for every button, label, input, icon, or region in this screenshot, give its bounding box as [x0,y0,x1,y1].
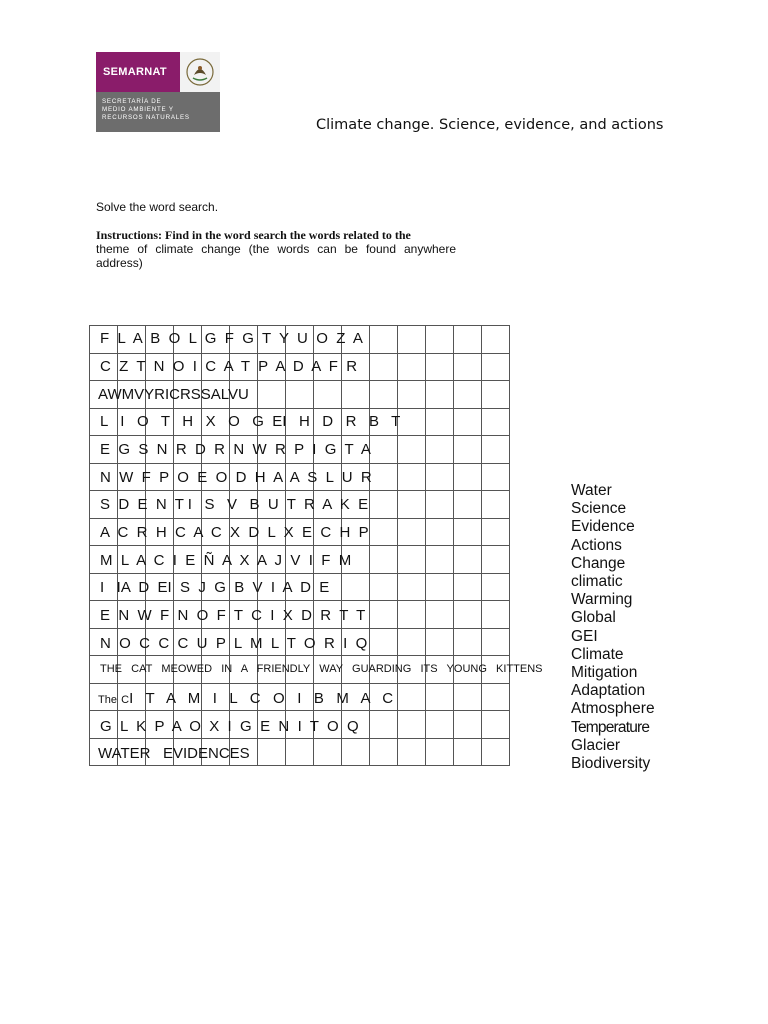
word-list [571,482,655,773]
grid-row: A C R H C A C X D L X E C H P [100,524,369,541]
grid-cell [482,738,510,766]
document-title: Climate change. Science, evidence, and actions [316,117,664,133]
word-list-item: Mitigation [571,664,638,682]
grid-cell [398,381,426,409]
grid-cell [370,546,398,574]
grid-cell [454,408,482,436]
grid-cell [454,546,482,574]
grid-cell [482,546,510,574]
grid-row: THE CAT MEOWED IN A FRIENDLY WAY GUARDING ITS YOUNG KITTENS [100,663,543,675]
grid-row: WATER EVIDENCES [98,745,250,762]
grid-cell [426,463,454,491]
grid-cell [398,573,426,601]
grid-cell [426,408,454,436]
grid-cell [454,711,482,739]
instructions-head: Instructions: Find in the word search the words related to the [96,228,411,242]
word-list-item: Actions [571,536,622,554]
grid-cell [482,463,510,491]
word-list-item: Change [571,554,626,572]
grid-cell [482,628,510,656]
grid-cell [454,573,482,601]
grid-row-prefix-a: The [98,694,117,706]
word-list-item: Warming [571,591,633,609]
grid-cell [454,601,482,629]
grid-cell [454,628,482,656]
word-list-item: Adaptation [571,682,646,700]
grid-cell [426,573,454,601]
logo-top-band [96,52,220,92]
grid-row: N O C C C U P L M L T O R I Q [100,635,368,652]
grid-row: M L A C I E Ñ A X A J V I F M [100,552,352,569]
word-list-item: climatic [571,573,623,591]
grid-cell [426,436,454,464]
word-list-item: Temperature [571,718,650,736]
grid-cell [370,353,398,381]
grid-row-14 [98,691,393,708]
grid-cell [258,381,286,409]
grid-cell [426,518,454,546]
grid-cell [342,573,370,601]
instructions-body: theme of climate change (the words can be found anywhere address) [96,242,456,270]
grid-cell [426,601,454,629]
grid-cell [370,738,398,766]
grid-cell [454,518,482,546]
grid-row: L I O T H X O G EI H D R B T [100,413,401,430]
grid-cell [370,711,398,739]
grid-cell [398,683,426,711]
grid-cell [426,353,454,381]
logo-line-2: MEDIO AMBIENTE Y [102,106,174,113]
grid-row: N W F P O E O D H A A S L U R [100,469,372,486]
logo-brand-text: SEMARNAT [96,52,180,92]
grid-cell [482,601,510,629]
grid-cell [370,326,398,354]
word-list-item: Biodiversity [571,755,651,773]
word-list-item: GEI [571,627,598,645]
grid-cell [454,463,482,491]
grid-row: E N W F N O F T C I X D R T T [100,607,366,624]
word-list-item: Global [571,609,616,627]
grid-cell [398,738,426,766]
grid-cell [426,326,454,354]
grid-row: S D E N T I S V B U T R A K E [100,496,369,513]
grid-cell [286,381,314,409]
grid-row: AWMVYRICRSSALVU [98,386,249,403]
grid-cell [398,326,426,354]
word-list-item: Water [571,482,612,499]
logo-subtitle [96,92,220,132]
grid-cell [426,711,454,739]
grid-cell [482,436,510,464]
word-list-item: Evidence [571,518,635,536]
grid-cell [482,408,510,436]
grid-cell [454,381,482,409]
grid-cell [370,573,398,601]
grid-cell [482,711,510,739]
grid-row: C Z T N O I C A T P A D A F R [100,358,358,375]
grid-cell [454,326,482,354]
grid-cell [398,628,426,656]
semarnat-logo [96,52,220,132]
grid-cell [398,408,426,436]
grid-cell [398,491,426,519]
logo-line-3: RECURSOS NATURALES [102,114,190,121]
grid-cell [398,711,426,739]
grid-row-prefix-b: C [121,694,130,706]
grid-cell [398,353,426,381]
grid-cell [426,738,454,766]
grid-row-letters: I T A M I L C O I B M A C [129,690,394,707]
grid-cell [482,326,510,354]
grid-row: I IA D EI S J G B V I A D E [100,579,330,596]
grid-cell [370,491,398,519]
grid-cell [454,491,482,519]
grid-cell [258,738,286,766]
grid-cell [398,463,426,491]
subtitle: Solve the word search. [96,200,219,214]
grid-cell [314,381,342,409]
word-list-item: Climate [571,645,624,663]
grid-cell [454,353,482,381]
grid-cell [286,738,314,766]
grid-cell [314,738,342,766]
grid-cell [454,436,482,464]
word-list-item: Atmosphere [571,700,655,718]
grid-row: E G S N R D R N W R P I G T A [100,441,371,458]
word-list-item: Glacier [571,736,621,754]
grid-cell [398,601,426,629]
grid-cell [454,738,482,766]
mexico-seal-icon [180,52,220,92]
grid-cell [426,683,454,711]
grid-cell [482,518,510,546]
grid-cell [398,436,426,464]
grid-cell [482,491,510,519]
grid-cell [426,491,454,519]
grid-cell [370,463,398,491]
grid-row: F L A B O L G F G T Y U O Z A [100,330,363,347]
instructions [96,228,456,270]
grid-cell [342,381,370,409]
grid-cell [426,546,454,574]
grid-row: G L K P A O X I G E N I T O Q [100,718,359,735]
grid-cell [370,381,398,409]
grid-cell [370,518,398,546]
grid-cell [426,381,454,409]
grid-cell [370,628,398,656]
grid-cell [370,601,398,629]
grid-cell [398,546,426,574]
grid-cell [370,436,398,464]
grid-cell [482,381,510,409]
grid-cell [426,628,454,656]
logo-line-1: SECRETARÍA DE [102,98,162,105]
grid-cell [398,518,426,546]
grid-cell [482,573,510,601]
grid-cell [482,353,510,381]
grid-cell [454,683,482,711]
grid-cell [482,683,510,711]
grid-cell [342,738,370,766]
word-list-item: Science [571,500,627,518]
